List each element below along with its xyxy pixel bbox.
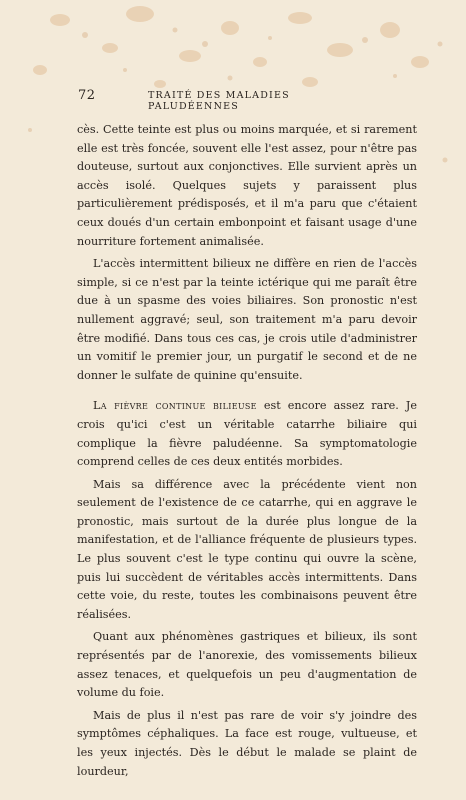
section-lead: La fièvre continue bilieuse: [93, 399, 257, 413]
body-text: [77, 121, 417, 781]
running-title: TRAITÉ DES MALADIES PALUDÉENNES: [148, 90, 290, 112]
paragraph-3-text: est encore assez rare. Je crois qu'ici c'est un véritable catarrhe biliaire qui complique la fièvre paludéenne. Sa symptomatologie comprend celles de ces deux entités morbides.: [77, 399, 418, 469]
paragraph-1: cès. Cette teinte est plus ou moins marquée, et si rarement elle est très foncée, souvent elle l'est assez, pour n'être pas douteuse, surtout aux conjonctives. Elle survient après un accès isolé. Quelques sujets y paraissent plus particulièrement prédisposés, et il m'a paru que c'étaient ceux doués d'un certain embonpoint et faisant usage d'une nourriture fortement animalisée.: [77, 123, 417, 248]
paragraph-6: Mais de plus il n'est pas rare de voir s'y joindre des symptômes céphaliques. La face est rouge, vultueuse, et les yeux injectés. Dès le début le malade se plaint de lourdeur,: [77, 708, 417, 778]
paragraph-5: Quant aux phénomènes gastriques et bilieux, ils sont représentés par de l'anorexie, des vomissements bilieux assez tenaces, et quelquefois un peu d'augmentation de volume du foie.: [77, 630, 417, 700]
paragraph-2: L'accès intermittent bilieux ne diffère en rien de l'accès simple, si ce n'est par la teinte ictérique qui me paraît être due à un spasme des voies biliaires. Son pronostic n'est nullement aggravé; seul, son traitement m'a paru devoir être modifié. Dans tous ces cas, je crois utile d'administrer un vomitif le premier jour, un purgatif le second et de ne donner le sulfate de quinine qu'ensuite.: [77, 257, 417, 382]
page-number: 72: [78, 88, 96, 103]
page-header: [78, 88, 378, 112]
paragraph-3: [77, 397, 417, 471]
paragraph-4: Mais sa différence avec la précédente vient non seulement de l'existence de ce catarrhe, qui en aggrave le pronostic, mais surtout de la durée plus longue de la manifestation, et de l'alliance fréquente de plusieurs types. Le plus souvent c'est le type continu qui ouvre la scène, puis lui succèdent de véritables accès intermittents. Dans cette voie, du reste, toutes les combinaisons peuvent être réalisées.: [77, 477, 417, 621]
